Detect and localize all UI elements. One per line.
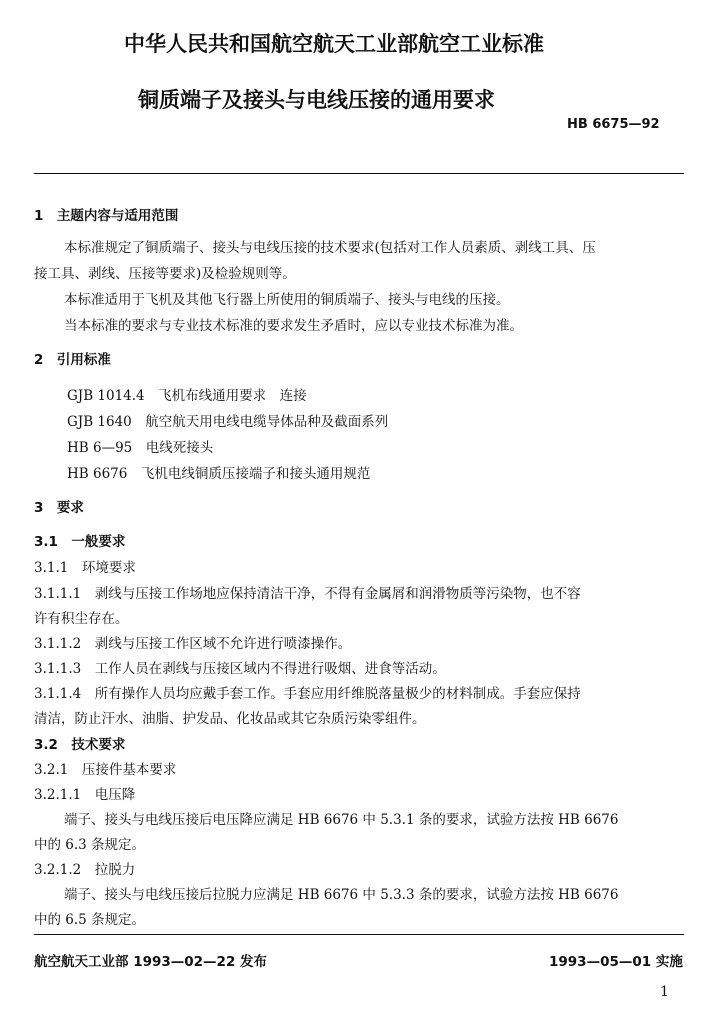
s3-1-1-2: 3.1.1.2 剥线与压接工作区域不允许进行喷漆操作。 — [34, 636, 352, 652]
s3-1-1-1-line1: 3.1.1.1 剥线与压接工作场地应保持清洁干净，不得有金属屑和润滑物质等污染物，也不容 — [34, 586, 581, 602]
footer-rule — [34, 934, 684, 935]
header-rule — [34, 173, 684, 174]
ref-item: HB 6—95 电线死接头 — [67, 440, 214, 456]
s3-2-1-1-line1: 端子、接头与电线压接后电压降应满足 HB 6676 中 5.3.1 条的要求，试验方法按 HB 6676 — [64, 812, 619, 828]
section-1-heading: 1 主题内容与适用范围 — [34, 208, 179, 224]
s3-2-1-1-line2: 中的 6.3 条规定。 — [34, 837, 146, 853]
s1-p2: 本标准适用于飞机及其他飞行器上所使用的铜质端子、接头与电线的压接。 — [64, 292, 510, 308]
s3-2-1-2-line2: 中的 6.5 条规定。 — [34, 912, 146, 928]
s3-2-1-2-line1: 端子、接头与电线压接后拉脱力应满足 HB 6676 中 5.3.3 条的要求，试验方法按 HB 6676 — [64, 887, 619, 903]
page-number: 1 — [660, 984, 669, 1000]
issued-line: 航空航天工业部 1993—02—22 发布 — [34, 954, 268, 970]
s3-2-1-2-heading: 3.2.1.2 拉脱力 — [34, 862, 136, 878]
ref-item: GJB 1014.4 飞机布线通用要求 连接 — [67, 388, 307, 404]
section-2-heading: 2 引用标准 — [34, 352, 111, 368]
section-3-heading: 3 要求 — [34, 500, 84, 516]
s3-1-1-4-line2: 清洁，防止汗水、油脂、护发品、化妆品或其它杂质污染零组件。 — [34, 711, 426, 727]
s1-p3: 当本标准的要求与专业技术标准的要求发生矛盾时，应以专业技术标准为准。 — [64, 318, 523, 334]
s3-1-heading: 3.1 一般要求 — [34, 534, 126, 550]
s3-1-1-1-line2: 许有积尘存在。 — [34, 611, 129, 627]
s3-2-1-heading: 3.2.1 压接件基本要求 — [34, 762, 177, 778]
s3-1-1-4-line1: 3.1.1.4 所有操作人员均应戴手套工作。手套应用纤维脱落量极少的材料制成。手套应保持 — [34, 686, 581, 702]
s3-1-1-heading: 3.1.1 环境要求 — [34, 560, 136, 576]
s3-2-heading: 3.2 技术要求 — [34, 737, 126, 753]
s3-1-1-3: 3.1.1.3 工作人员在剥线与压接区域内不得进行吸烟、进食等活动。 — [34, 661, 446, 677]
doc-number: HB 6675—92 — [567, 117, 660, 132]
effective-line: 1993—05—01 实施 — [549, 954, 683, 970]
org-title: 中华人民共和国航空航天工业部航空工业标准 — [124, 32, 544, 56]
ref-item: HB 6676 飞机电线铜质压接端子和接头通用规范 — [67, 466, 371, 482]
s3-2-1-1-heading: 3.2.1.1 电压降 — [34, 787, 136, 803]
doc-title: 铜质端子及接头与电线压接的通用要求 — [138, 88, 495, 112]
ref-item: GJB 1640 航空航天用电线电缆导体品种及截面系列 — [67, 414, 389, 430]
s1-p1-line2: 接工具、剥线、压接等要求)及检验规则等。 — [34, 266, 296, 282]
s1-p1-line1: 本标准规定了铜质端子、接头与电线压接的技术要求(包括对工作人员素质、剥线工具、压 — [64, 240, 596, 256]
